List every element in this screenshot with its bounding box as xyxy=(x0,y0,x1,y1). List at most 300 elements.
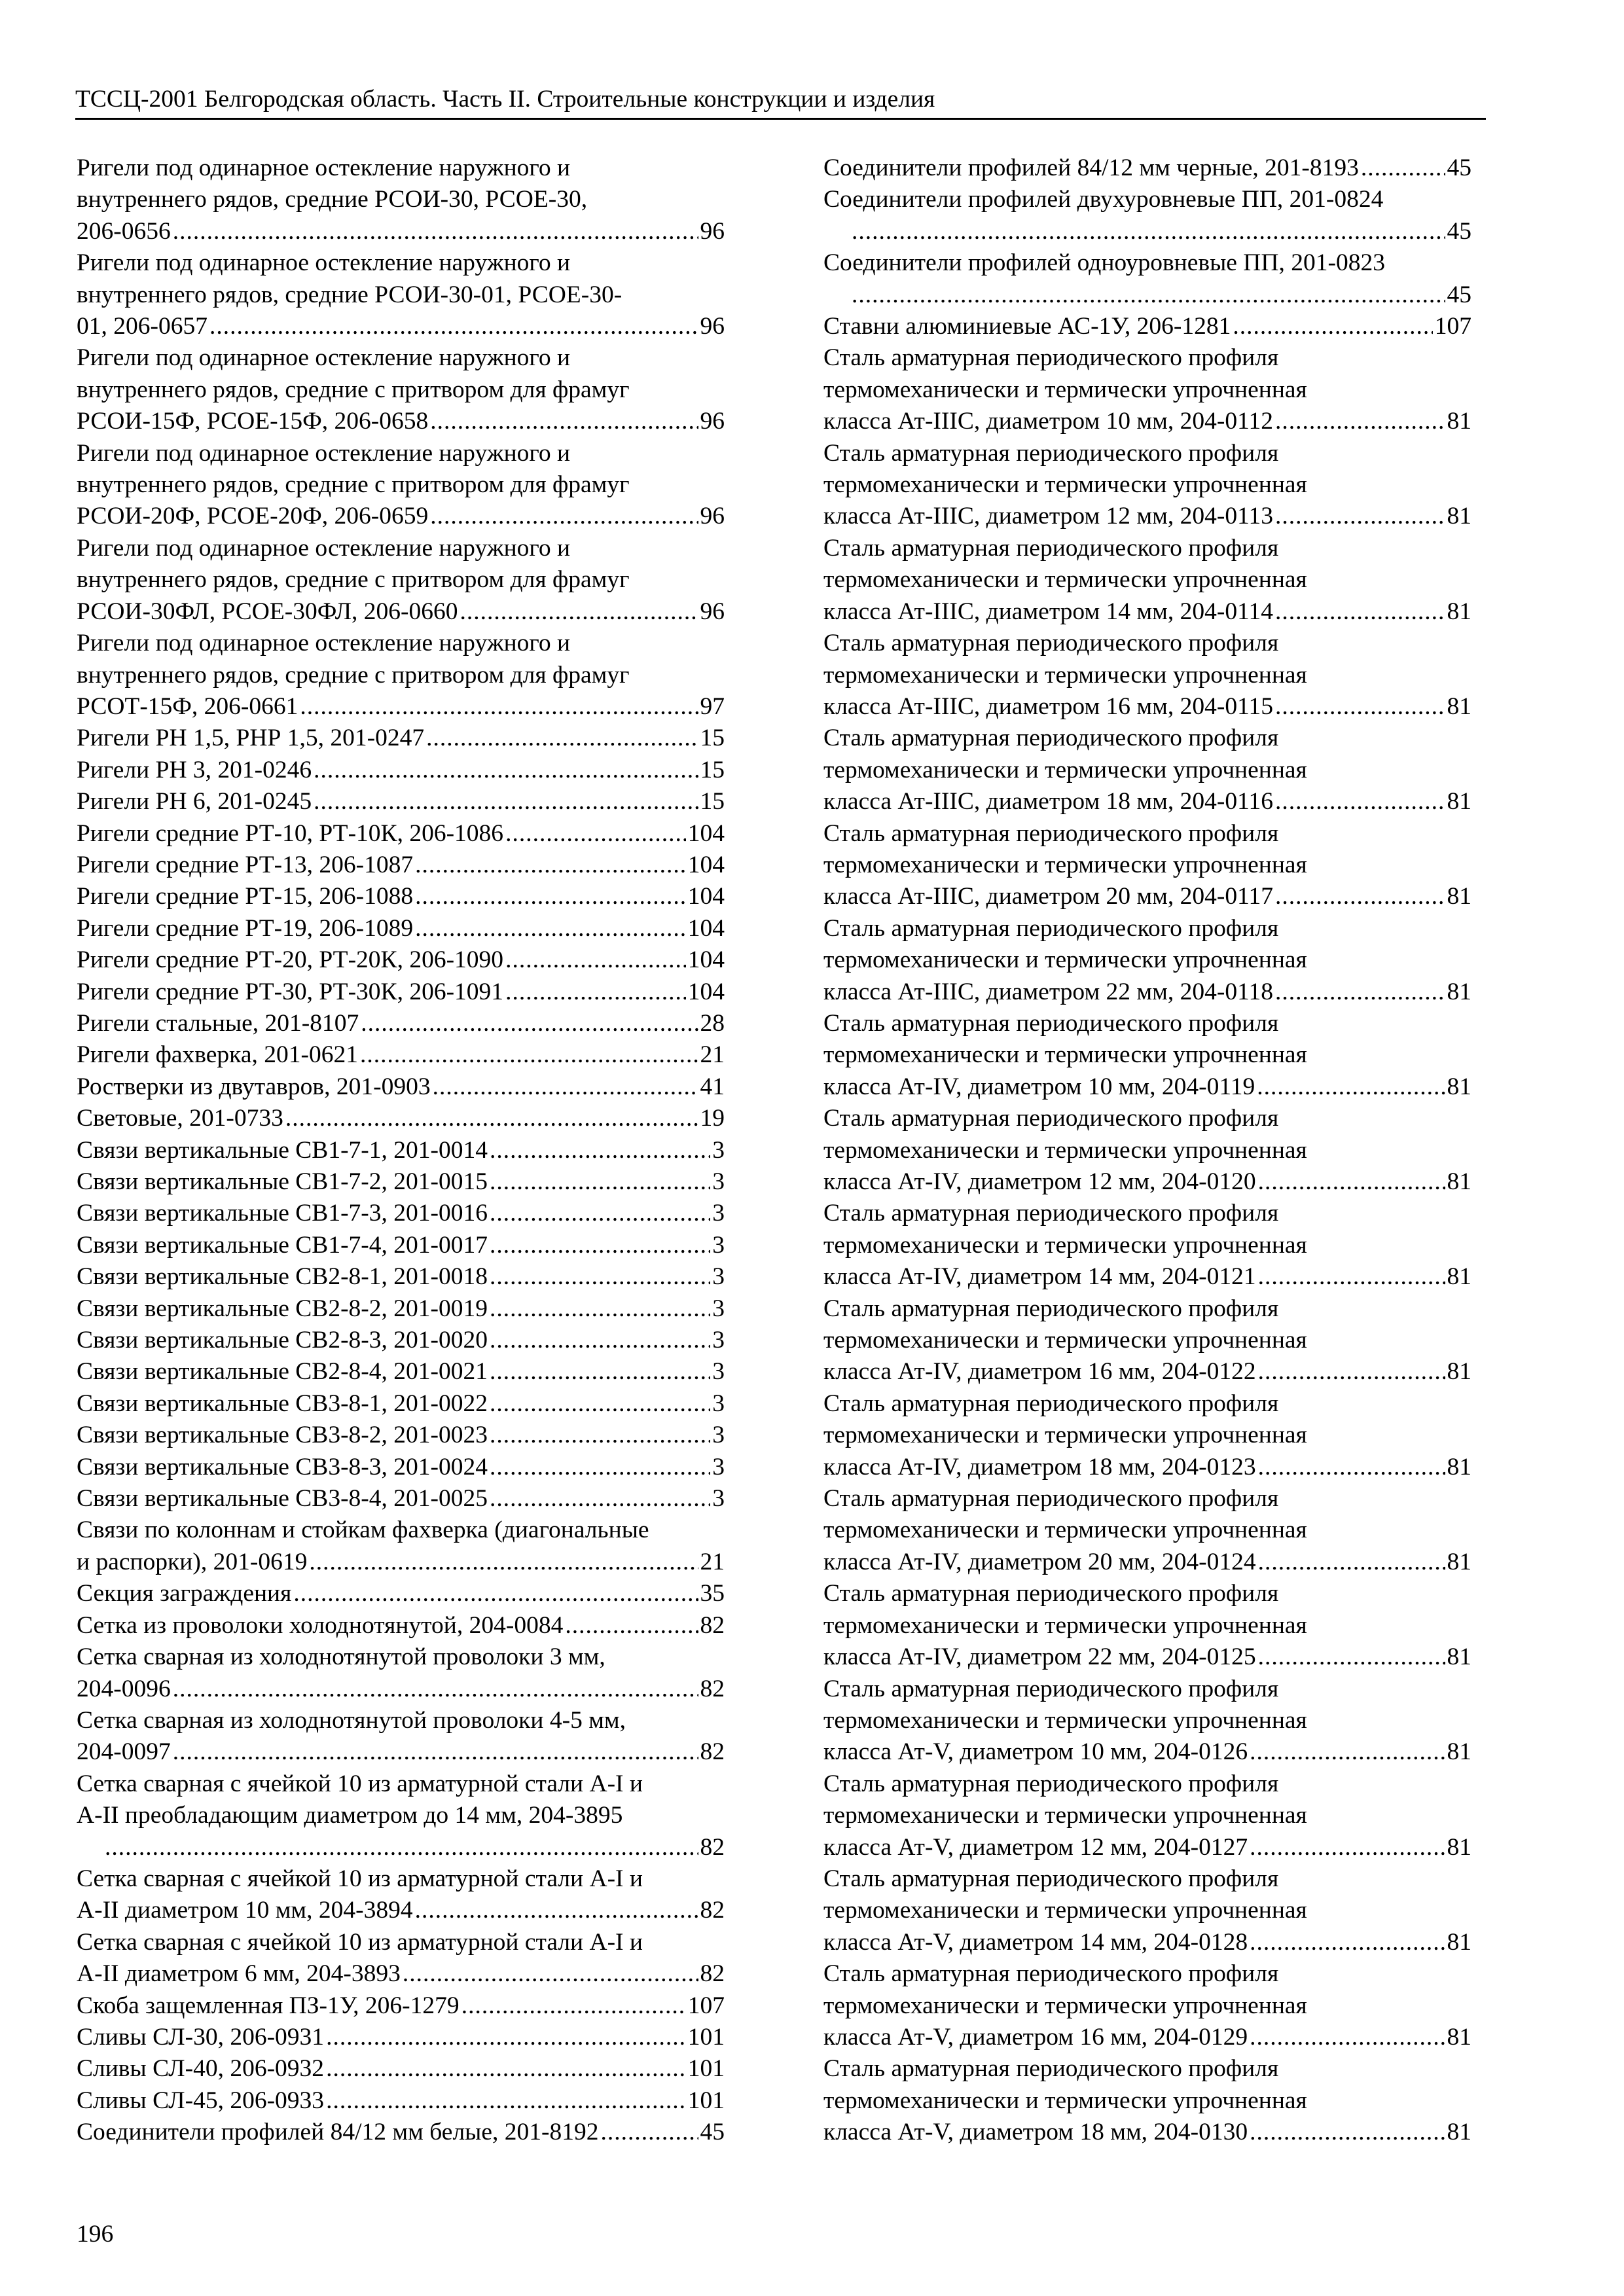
entry-text-line: Сталь арматурная периодического профиля xyxy=(823,1390,1279,1417)
entry-last-line xyxy=(77,1610,725,1641)
index-entry xyxy=(823,438,1471,533)
entry-text-line: класса Ат-V, диаметром 12 мм, 204-0127 xyxy=(823,1833,1248,1861)
entry-page-number: 3 xyxy=(712,1168,725,1195)
entry-text-line: класса Ат-V, диаметром 14 мм, 204-0128 xyxy=(823,1928,1248,1956)
entry-text-line: термомеханически и термически упрочненная xyxy=(823,1706,1307,1734)
entry-text-line: Соединители профилей 84/12 мм белые, 201-8192 xyxy=(77,2119,599,2146)
entry-text-line: термомеханически и термически упрочненная xyxy=(823,1992,1307,2019)
entry-page-number: 104 xyxy=(687,819,725,847)
entry-page-number: 107 xyxy=(687,1992,725,2019)
entry-text-line: термомеханически и термически упрочненная xyxy=(823,1611,1307,1639)
dot-leader xyxy=(1275,596,1445,628)
entry-text-line: Ригели под одинарное остекление наружного и xyxy=(77,344,571,372)
entry-text-line: класса Ат-IIIС, диаметром 22 мм, 204-0118 xyxy=(823,978,1273,1005)
entry-last-line xyxy=(77,755,725,786)
entry-text-line: Ригели средние РТ-10, РТ-10К, 206-1086 xyxy=(77,819,504,847)
entry-text-line: Ригели средние РТ-30, РТ-30К, 206-1091 xyxy=(77,978,504,1005)
entry-last-line xyxy=(77,1230,725,1261)
dot-leader xyxy=(360,1039,698,1071)
index-entry xyxy=(77,818,725,850)
entry-last-line xyxy=(103,1832,725,1863)
entry-text-line: Связи вертикальные СВ1-7-2, 201-0015 xyxy=(77,1168,488,1195)
entry-text-line: термомеханически и термически упрочненная xyxy=(823,376,1307,403)
entry-text-line: Ставни алюминиевые АС-1У, 206-1281 xyxy=(823,313,1231,340)
entry-page-number: 82 xyxy=(700,1897,725,1924)
entry-text-line: и распорки), 201-0619 xyxy=(77,1548,308,1575)
entry-text-line: 204-0097 xyxy=(77,1738,171,1766)
dot-leader xyxy=(1258,1356,1445,1388)
entry-text-line: термомеханически и термически упрочненная xyxy=(823,1516,1307,1544)
entry-page-number: 3 xyxy=(712,1453,725,1480)
entry-text-line: внутреннего рядов, средние РСОИ-30-01, РСОЕ-30- xyxy=(77,281,623,308)
entry-page-number: 82 xyxy=(700,1675,725,1702)
entry-text-line: 01, 206-0657 xyxy=(77,313,208,340)
dot-leader xyxy=(1275,691,1445,723)
entry-page-number: 104 xyxy=(687,914,725,942)
entry-text-line: РСОТ-15Ф, 206-0661 xyxy=(77,692,298,720)
index-entry xyxy=(823,184,1471,247)
index-entry xyxy=(77,1863,725,1927)
entry-last-line xyxy=(823,1547,1471,1578)
index-entry xyxy=(77,881,725,912)
entry-last-line xyxy=(77,850,725,881)
entry-page-number: 3 xyxy=(712,1231,725,1259)
dot-leader xyxy=(403,1958,698,1990)
index-entry xyxy=(77,786,725,817)
entry-page-number: 3 xyxy=(712,1390,725,1417)
dot-leader xyxy=(361,1008,698,1039)
entry-last-line xyxy=(77,2022,725,2053)
entry-text-line: класса Ат-IIIС, диаметром 20 мм, 204-0117 xyxy=(823,883,1273,910)
entry-text-line: Сетка сварная из холоднотянутой проволоки 4-5 мм, xyxy=(77,1706,626,1734)
index-entry xyxy=(77,1610,725,1641)
dot-leader xyxy=(293,1578,698,1609)
index-entry xyxy=(77,1515,725,1578)
entry-last-line xyxy=(77,1356,725,1388)
index-entry xyxy=(823,1103,1471,1198)
entry-page-number: 21 xyxy=(700,1548,725,1575)
entry-text-line: класса Ат-IV, диаметром 18 мм, 204-0123 xyxy=(823,1453,1256,1480)
entry-page-number: 97 xyxy=(700,692,725,720)
dot-leader xyxy=(1258,1261,1445,1293)
entry-last-line xyxy=(823,1927,1471,1958)
entry-text-line: А-II диаметром 10 мм, 204-3894 xyxy=(77,1897,413,1924)
index-entry xyxy=(77,1325,725,1356)
entry-text-line: Сталь арматурная периодического профиля xyxy=(823,630,1279,657)
entry-text-line: термомеханически и термически упрочненная xyxy=(823,1231,1307,1259)
index-column-right xyxy=(823,152,1471,2149)
entry-last-line xyxy=(77,1166,725,1198)
entry-last-line xyxy=(823,881,1471,912)
index-entry xyxy=(77,1641,725,1705)
entry-text-line: Ригели РН 1,5, РНР 1,5, 201-0247 xyxy=(77,725,425,752)
entry-text-line: Сливы СЛ-30, 206-0931 xyxy=(77,2023,325,2051)
entry-text-line: 204-0096 xyxy=(77,1675,171,1702)
entry-text-line: класса Ат-IIIС, диаметром 14 мм, 204-0114 xyxy=(823,598,1273,625)
entry-last-line xyxy=(77,913,725,944)
entry-last-line xyxy=(77,1895,725,1926)
entry-text-line: термомеханически и термически упрочненная xyxy=(823,1422,1307,1449)
entry-page-number: 81 xyxy=(1447,1073,1471,1100)
entry-text-line: внутреннего рядов, средние РСОИ-30, РСОЕ-30, xyxy=(77,186,588,213)
index-entry xyxy=(823,1674,1471,1768)
entry-last-line xyxy=(77,1990,725,2022)
entry-text-line: Сливы СЛ-40, 206-0932 xyxy=(77,2055,325,2083)
dot-leader xyxy=(314,755,698,786)
entry-text-line: Сталь арматурная периодического профиля xyxy=(823,725,1279,752)
entry-page-number: 101 xyxy=(687,2023,725,2051)
index-entry xyxy=(823,2053,1471,2148)
entry-page-number: 15 xyxy=(700,725,725,752)
entry-last-line xyxy=(77,1261,725,1293)
dot-leader xyxy=(490,1230,710,1261)
running-header xyxy=(75,84,1486,120)
dot-leader xyxy=(490,1483,710,1515)
index-entry xyxy=(77,1768,725,1863)
entry-text-line: Ригели под одинарное остекление наружного и xyxy=(77,249,571,277)
index-entry xyxy=(77,1135,725,1166)
entry-page-number: 96 xyxy=(700,598,725,625)
dot-leader xyxy=(1258,1641,1445,1673)
entry-text-line: Связи вертикальные СВ2-8-2, 201-0019 xyxy=(77,1295,488,1322)
entry-text-line: Сталь арматурная периодического профиля xyxy=(823,534,1279,562)
dot-leader xyxy=(1361,152,1445,184)
entry-text-line: Ригели средние РТ-15, 206-1088 xyxy=(77,883,414,910)
entry-page-number: 104 xyxy=(687,883,725,910)
entry-text-line: Связи вертикальные СВ3-8-2, 201-0023 xyxy=(77,1422,488,1449)
entry-text-line: Соединители профилей двухуровневые ПП, 201-0824 xyxy=(823,186,1384,213)
entry-last-line xyxy=(77,881,725,912)
entry-text-line: Связи по колоннам и стойкам фахверка (диагональные xyxy=(77,1516,649,1544)
entry-text-line: Соединители профилей 84/12 мм черные, 201-8193 xyxy=(823,154,1359,181)
index-entry xyxy=(77,1705,725,1768)
entry-page-number: 81 xyxy=(1447,1928,1471,1956)
entry-text-line: Сталь арматурная периодического профиля xyxy=(823,1865,1279,1892)
index-entry xyxy=(77,1103,725,1134)
index-entry xyxy=(77,2053,725,2085)
entry-page-number: 45 xyxy=(1447,217,1471,245)
dot-leader xyxy=(1275,881,1445,912)
entry-text-line: Световые, 201-0733 xyxy=(77,1105,283,1132)
entry-page-number: 81 xyxy=(1447,883,1471,910)
entry-text-line: термомеханически и термически упрочненная xyxy=(823,1041,1307,1069)
entry-page-number: 81 xyxy=(1447,598,1471,625)
dot-leader xyxy=(852,216,1445,247)
dot-leader xyxy=(105,1832,698,1863)
entry-text-line: Сетка сварная из холоднотянутой проволоки 3 мм, xyxy=(77,1643,605,1671)
entry-last-line xyxy=(823,406,1471,437)
index-entry xyxy=(77,1166,725,1198)
entry-last-line xyxy=(77,501,725,532)
dot-leader xyxy=(430,501,698,532)
index-entry xyxy=(77,628,725,723)
entry-text-line: Секция заграждения xyxy=(77,1580,292,1607)
entry-text-line: Ригели средние РТ-20, РТ-20К, 206-1090 xyxy=(77,946,504,974)
dot-leader xyxy=(852,279,1445,311)
entry-text-line: Сталь арматурная периодического профиля xyxy=(823,1580,1279,1607)
entry-page-number: 45 xyxy=(700,2119,725,2146)
index-entry xyxy=(77,723,725,754)
dot-leader xyxy=(430,406,698,437)
dot-leader xyxy=(490,1325,710,1356)
entry-last-line xyxy=(77,1578,725,1609)
entry-text-line: термомеханически и термически упрочненная xyxy=(823,2087,1307,2114)
entry-text-line: класса Ат-V, диаметром 16 мм, 204-0129 xyxy=(823,2023,1248,2051)
dot-leader xyxy=(600,2117,698,2148)
index-entry xyxy=(823,1483,1471,1578)
entry-text-line: класса Ат-IIIС, диаметром 16 мм, 204-0115 xyxy=(823,692,1273,720)
entry-last-line xyxy=(823,2117,1471,2148)
dot-leader xyxy=(460,596,698,628)
entry-page-number: 81 xyxy=(1447,503,1471,530)
entry-last-line xyxy=(77,1547,725,1578)
entry-text-line: Связи вертикальные СВ1-7-3, 201-0016 xyxy=(77,1200,488,1227)
index-entry xyxy=(77,1293,725,1325)
entry-text-line: Связи вертикальные СВ3-8-1, 201-0022 xyxy=(77,1390,488,1417)
index-entry xyxy=(77,1198,725,1229)
dot-leader xyxy=(490,1293,710,1325)
entry-page-number: 82 xyxy=(700,1960,725,1988)
entry-text-line: Сталь арматурная периодического профиля xyxy=(823,1960,1279,1988)
dot-leader xyxy=(1257,1071,1445,1103)
index-entry xyxy=(77,755,725,786)
index-entry xyxy=(823,1388,1471,1483)
dot-leader xyxy=(490,1452,710,1483)
entry-page-number: 82 xyxy=(700,1611,725,1639)
entry-text-line: класса Ат-IIIС, диаметром 18 мм, 204-0116 xyxy=(823,788,1273,816)
entry-text-line: Сталь арматурная периодического профиля xyxy=(823,819,1279,847)
entry-last-line xyxy=(823,977,1471,1008)
dot-leader xyxy=(1233,311,1432,342)
entry-last-line xyxy=(823,596,1471,628)
entry-text-line: Ростверки из двутавров, 201-0903 xyxy=(77,1073,431,1100)
index-entry xyxy=(77,2117,725,2148)
dot-leader xyxy=(326,2085,686,2117)
index-entry xyxy=(77,1356,725,1388)
dot-leader xyxy=(426,723,698,754)
entry-text-line: термомеханически и термически упрочненная xyxy=(823,471,1307,499)
dot-leader xyxy=(173,1674,698,1705)
entry-last-line xyxy=(823,1641,1471,1673)
entry-page-number: 15 xyxy=(700,788,725,816)
dot-leader xyxy=(1250,1832,1445,1863)
entry-text-line: внутреннего рядов, средние с притвором для фрамуг xyxy=(77,471,630,499)
entry-page-number: 81 xyxy=(1447,1263,1471,1291)
entry-page-number: 82 xyxy=(700,1738,725,1766)
index-entry xyxy=(823,628,1471,723)
entry-text-line: Ригели РН 3, 201-0246 xyxy=(77,756,312,783)
index-entry xyxy=(77,1578,725,1609)
entry-last-line xyxy=(77,1008,725,1039)
entry-page-number: 15 xyxy=(700,756,725,783)
dot-leader xyxy=(505,944,686,976)
entry-last-line xyxy=(77,1293,725,1325)
dot-leader xyxy=(1250,1736,1445,1768)
dot-leader xyxy=(490,1420,710,1451)
entry-text-line: Сливы СЛ-45, 206-0933 xyxy=(77,2087,325,2114)
index-entry xyxy=(823,723,1471,817)
entry-text-line: класса Ат-IV, диаметром 16 мм, 204-0122 xyxy=(823,1358,1256,1386)
dot-leader xyxy=(1258,1452,1445,1483)
entry-page-number: 96 xyxy=(700,313,725,340)
index-entry xyxy=(77,1071,725,1103)
entry-page-number: 81 xyxy=(1447,1643,1471,1671)
entry-last-line xyxy=(77,1420,725,1451)
entry-page-number: 104 xyxy=(687,946,725,974)
entry-text-line: Сталь арматурная периодического профиля xyxy=(823,2055,1279,2083)
entry-last-line xyxy=(77,2053,725,2085)
entry-last-line xyxy=(823,1071,1471,1103)
entry-text-line: РСОИ-20Ф, РСОЕ-20Ф, 206-0659 xyxy=(77,503,429,530)
entry-text-line: Сетка сварная с ячейкой 10 из арматурной стали А-I и xyxy=(77,1928,643,1956)
entry-text-line: класса Ат-IV, диаметром 10 мм, 204-0119 xyxy=(823,1073,1255,1100)
entry-text-line: Сетка сварная с ячейкой 10 из арматурной стали А-I и xyxy=(77,1770,643,1797)
entry-last-line xyxy=(77,977,725,1008)
entry-text-line: термомеханически и термически упрочненная xyxy=(823,1897,1307,1924)
dot-leader xyxy=(314,786,698,817)
index-entry xyxy=(77,1039,725,1071)
entry-page-number: 3 xyxy=(712,1200,725,1227)
entry-last-line xyxy=(77,1325,725,1356)
entry-page-number: 3 xyxy=(712,1358,725,1386)
entry-text-line: Связи вертикальные СВ3-8-4, 201-0025 xyxy=(77,1485,488,1513)
entry-last-line xyxy=(823,1261,1471,1293)
index-entry xyxy=(77,1230,725,1261)
index-entry xyxy=(77,1990,725,2022)
index-entry xyxy=(77,2022,725,2053)
entry-last-line xyxy=(77,1039,725,1071)
entry-text-line: РСОИ-15Ф, РСОЕ-15Ф, 206-0658 xyxy=(77,408,429,435)
entry-page-number: 35 xyxy=(700,1580,725,1607)
dot-leader xyxy=(173,216,698,247)
dot-leader xyxy=(1275,501,1445,532)
entry-last-line xyxy=(823,786,1471,817)
entry-text-line: Скоба защемленная ПЗ-1У, 206-1279 xyxy=(77,1992,460,2019)
index-entry xyxy=(77,247,725,342)
entry-page-number: 81 xyxy=(1447,1453,1471,1480)
index-entry xyxy=(823,247,1471,311)
index-entry xyxy=(77,1927,725,1990)
entry-text-line: Связи вертикальные СВ2-8-1, 201-0018 xyxy=(77,1263,488,1291)
entry-text-line: Связи вертикальные СВ1-7-4, 201-0017 xyxy=(77,1231,488,1259)
entry-text-line: класса Ат-IV, диаметром 14 мм, 204-0121 xyxy=(823,1263,1256,1291)
entry-page-number: 81 xyxy=(1447,1548,1471,1575)
entry-last-line xyxy=(823,311,1471,342)
index-entry xyxy=(823,1578,1471,1673)
dot-leader xyxy=(326,2022,686,2053)
index-entry xyxy=(77,1008,725,1039)
entry-text-line: Ригели под одинарное остекление наружного и xyxy=(77,154,571,181)
dot-leader xyxy=(326,2053,686,2085)
entry-text-line: А-II преобладающим диаметром до 14 мм, 204-3895 xyxy=(77,1802,623,1829)
entry-text-line: термомеханически и термически упрочненная xyxy=(823,756,1307,783)
entry-last-line xyxy=(823,2022,1471,2053)
entry-last-line xyxy=(823,152,1471,184)
entry-page-number: 104 xyxy=(687,978,725,1005)
entry-last-line xyxy=(823,1832,1471,1863)
entry-text-line: внутреннего рядов, средние с притвором для фрамуг xyxy=(77,376,630,403)
entry-last-line xyxy=(850,216,1471,247)
entry-last-line xyxy=(823,501,1471,532)
entry-last-line xyxy=(823,691,1471,723)
entry-text-line: Ригели под одинарное остекление наружного и xyxy=(77,439,571,467)
entry-text-line: класса Ат-IV, диаметром 20 мм, 204-0124 xyxy=(823,1548,1256,1575)
dot-leader xyxy=(1250,1927,1445,1958)
entry-last-line xyxy=(77,691,725,723)
entry-text-line: термомеханически и термически упрочненная xyxy=(823,661,1307,689)
index-entry xyxy=(823,342,1471,437)
entry-page-number: 101 xyxy=(687,2055,725,2083)
entry-page-number: 101 xyxy=(687,2087,725,2114)
entry-last-line xyxy=(77,1103,725,1134)
entry-text-line: термомеханически и термически упрочненная xyxy=(823,1136,1307,1164)
index-entry xyxy=(823,1008,1471,1103)
dot-leader xyxy=(209,311,698,342)
entry-text-line: Связи вертикальные СВ3-8-3, 201-0024 xyxy=(77,1453,488,1480)
dot-leader xyxy=(433,1071,698,1103)
dot-leader xyxy=(415,881,686,912)
entry-text-line: Сталь арматурная периодического профиля xyxy=(823,1105,1279,1132)
index-entry xyxy=(77,1420,725,1451)
index-entry xyxy=(823,1768,1471,1863)
entry-page-number: 81 xyxy=(1447,408,1471,435)
index-entry xyxy=(823,533,1471,628)
entry-text-line: 206-0656 xyxy=(77,217,171,245)
entry-text-line: Сталь арматурная периодического профиля xyxy=(823,1485,1279,1513)
entry-last-line xyxy=(77,2085,725,2117)
entry-last-line xyxy=(850,279,1471,311)
entry-page-number: 96 xyxy=(700,503,725,530)
entry-page-number: 82 xyxy=(700,1833,725,1861)
dot-leader xyxy=(1275,977,1445,1008)
dot-leader xyxy=(1258,1166,1445,1198)
index-entry xyxy=(77,944,725,976)
index-entry xyxy=(77,1483,725,1515)
index-entry xyxy=(823,152,1471,184)
entry-text-line: термомеханически и термически упрочненная xyxy=(823,566,1307,594)
entry-page-number: 81 xyxy=(1447,1738,1471,1766)
entry-text-line: Ригели РН 6, 201-0245 xyxy=(77,788,312,816)
entry-text-line: Связи вертикальные СВ2-8-3, 201-0020 xyxy=(77,1327,488,1354)
entry-last-line xyxy=(77,1958,725,1990)
entry-last-line xyxy=(77,1198,725,1229)
entry-text-line: Сетка сварная с ячейкой 10 из арматурной стали А-I и xyxy=(77,1865,643,1892)
entry-last-line xyxy=(77,1674,725,1705)
entry-last-line xyxy=(77,1135,725,1166)
entry-text-line: класса Ат-IIIС, диаметром 10 мм, 204-0112 xyxy=(823,408,1273,435)
entry-text-line: термомеханически и термически упрочненная xyxy=(823,946,1307,974)
entry-text-line: класса Ат-V, диаметром 10 мм, 204-0126 xyxy=(823,1738,1248,1766)
dot-leader xyxy=(490,1135,710,1166)
entry-page-number: 81 xyxy=(1447,1358,1471,1386)
index-entry xyxy=(77,342,725,437)
entry-page-number: 21 xyxy=(700,1041,725,1069)
entry-page-number: 45 xyxy=(1447,281,1471,308)
entry-page-number: 81 xyxy=(1447,692,1471,720)
entry-text-line: А-II диаметром 6 мм, 204-3893 xyxy=(77,1960,401,1988)
entry-page-number: 3 xyxy=(712,1295,725,1322)
entry-text-line: термомеханически и термически упрочненная xyxy=(823,851,1307,878)
index-entry xyxy=(823,311,1471,342)
entry-text-line: Ригели под одинарное остекление наружного и xyxy=(77,630,571,657)
entry-page-number: 28 xyxy=(700,1009,725,1037)
dot-leader xyxy=(415,913,686,944)
entry-page-number: 107 xyxy=(1434,313,1471,340)
index-entry xyxy=(77,1452,725,1483)
index-entry xyxy=(823,818,1471,913)
dot-leader xyxy=(173,1736,698,1768)
dot-leader xyxy=(1275,406,1445,437)
